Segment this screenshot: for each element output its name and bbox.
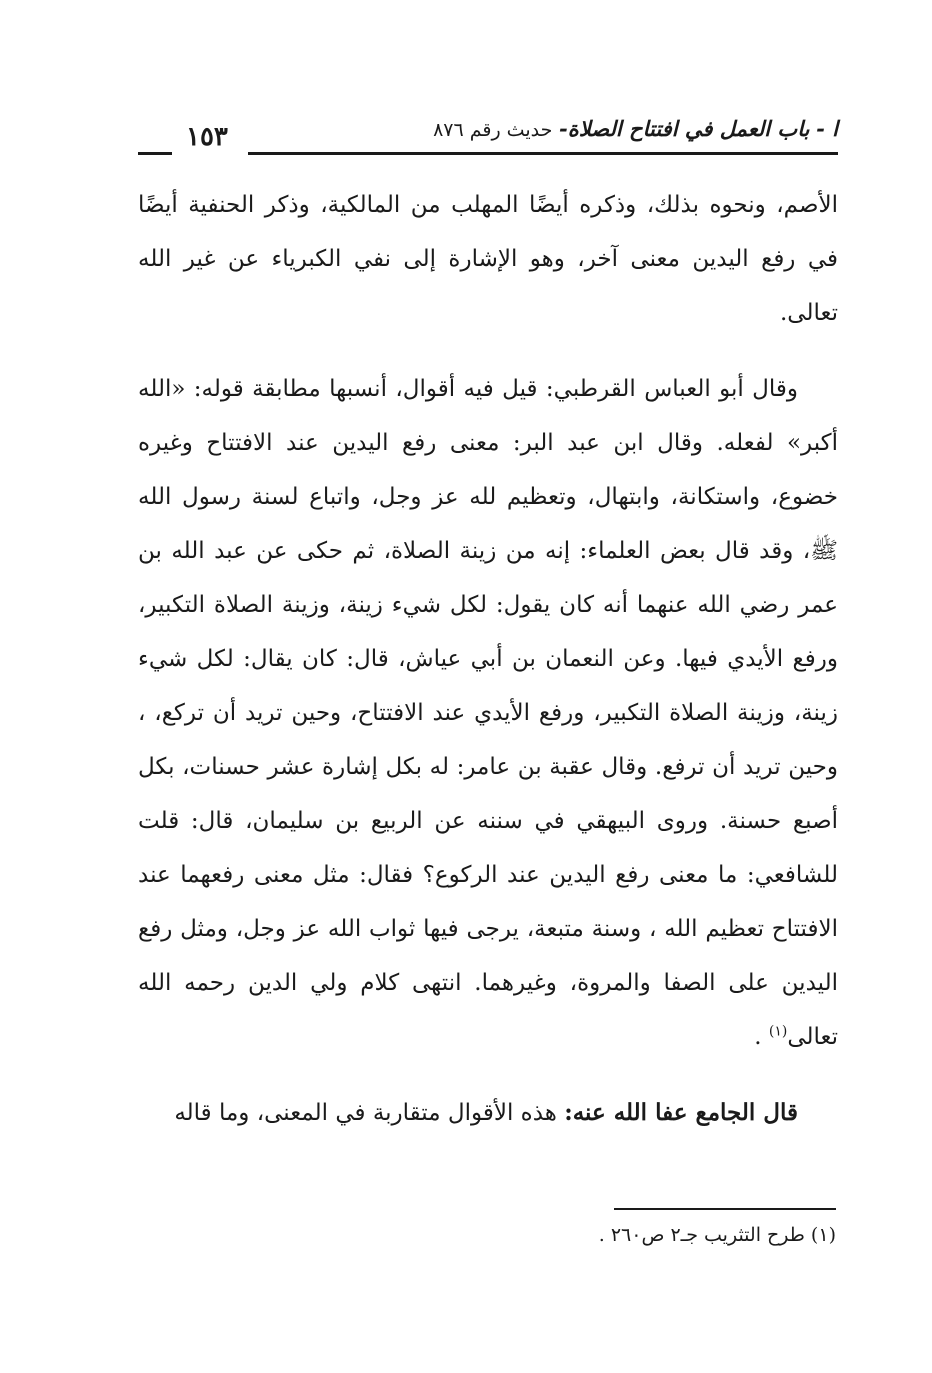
header-rule: [248, 152, 838, 155]
header-chapter: باب العمل في افتتاح الصلاة-: [559, 116, 810, 141]
header-marker: ا -: [816, 116, 838, 141]
paragraph-text: الأصم، ونحوه بذلك، وذكره أيضًا المهلب من المالكية، وذكر الحنفية أيضًا في رفع اليدين معنى آخر، وهو الإشارة إلى نفي الكبرياء عن غير الله تعالى.: [138, 192, 838, 326]
footnote-separator: [614, 1208, 836, 1210]
paragraph-lead: قال الجامع عفا الله عنه:: [564, 1099, 798, 1126]
footnote-reference[interactable]: (١): [768, 1023, 788, 1040]
body-text: [138, 178, 838, 1140]
running-header: [138, 112, 838, 152]
paragraph-1: [138, 178, 838, 340]
paragraph-2: [138, 362, 838, 1064]
page-number-dash: [138, 152, 172, 155]
header-hadith-number: حديث رقم ٨٧٦: [433, 119, 553, 141]
paragraph-tail: .: [754, 1024, 769, 1050]
paragraph-3: [138, 1086, 838, 1140]
header-title: [433, 116, 838, 141]
page-number: ١٥٣: [186, 122, 228, 152]
paragraph-text: وقال أبو العباس القرطبي: قيل فيه أقوال، أنسبها مطابقة قوله: «الله أكبر» لفعله. وقال ابن عبد البر: معنى رفع اليدين عند الافتتاح وغيره خضوع، واستكانة، وابتهال، وتعظيم لله عز وجل، واتباع لسنة رسول الله ﷺ، وقد قال بعض العلماء: إنه من زينة الصلاة، ثم حكى عن عبد الله بن عمر رضي الله عنهما أنه كان يقول: لكل شيء زينة، وزينة الصلاة التكبير، ورفع الأيدي فيها. وعن النعمان بن أبي عياش، قال: كان يقال: لكل شيء زينة، وزينة الصلاة التكبير، ورفع الأيدي عند الافتتاح، وحين تريد أن تركع، ، وحين تريد أن ترفع. وقال عقبة بن عامر: له بكل إشارة عشر حسنات، بكل أصبع حسنة. وروى البيهقي في سننه عن الربيع بن سليمان، قال: قلت للشافعي: ما معنى رفع اليدين عند الركوع؟ فقال: مثل معنى رفعهما عند الافتتاح تعظيم الله ، وسنة متبعة، يرجى فيها ثواب الله عز وجل، ومثل رفع اليدين على الصفا والمروة، وغيرهما. انتهى كلام ولي الدين رحمه الله تعالى: [138, 376, 838, 1050]
footnote: (١) طرح التثريب جـ٢ ص٢٦٠ .: [598, 1224, 836, 1246]
paragraph-text: هذه الأقوال متقاربة في المعنى، وما قاله: [174, 1100, 565, 1126]
